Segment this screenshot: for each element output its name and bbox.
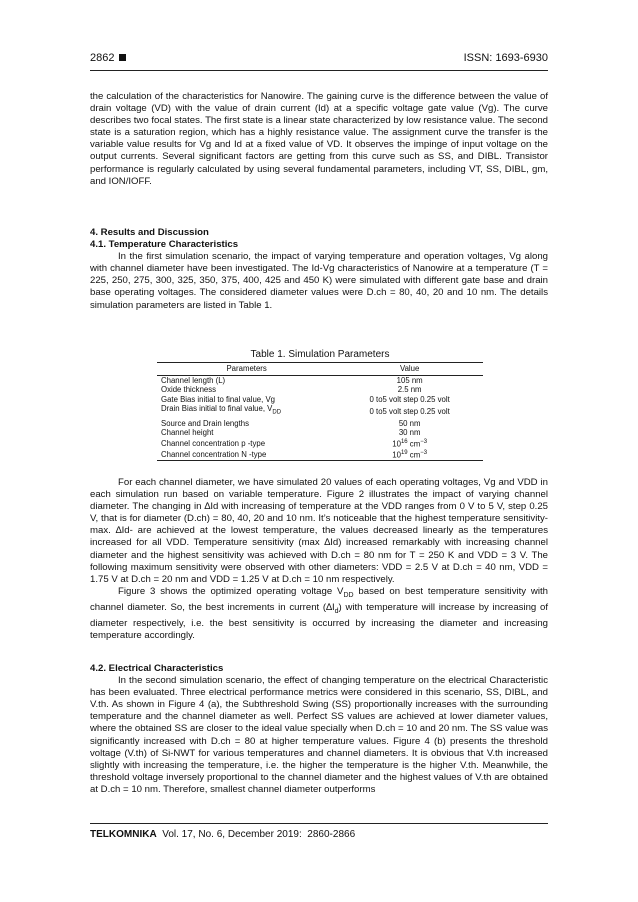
table-row — [157, 385, 483, 395]
intro-paragraph: the calculation of the characteristics for Nanowire. The gaining curve is the difference between the value of drain voltage (VD) with the value of drain current (Id) at a specific voltage gate value (Vg). The curve describes two focal states. The first state is a linear state characterized by low resistance value. The second state is a saturation region, which has a highly resistance value. The assignment curve the transfer is the variable value results for Vg and Id at a fixed value of VD. It observes the impinge of input voltage on the output currents. Several significant factors are getting from this curve such as SS, and DIBL. Transistor performance is regularly calculated by using several fundamental parameters, including VT, SS, DIBL, gm, and ION/IOFF. — [90, 91, 548, 187]
param-cell: Source and Drain lengths — [161, 418, 249, 428]
column-header-parameters: Parameters — [157, 363, 336, 376]
value-cell: 0 to5 volt step 0.25 volt — [369, 394, 450, 404]
page-header — [90, 52, 548, 71]
figure-3-paragraph: Figure 3 shows the optimized operating voltage $V_{DD}$ based on best temperature sensitivity with channel diameter. So, the best increments in current $(\Delta I_d)$ with temperature will increase by increasing of diameter respectively, i.e. the best sensitivity is occurred by increasing the diameter and increasing temperature accordingly. — [90, 585, 548, 641]
section-4-1-heading: 4.1. Temperature Characteristics — [90, 239, 239, 251]
section-4-2-heading: 4.2. Electrical Characteristics — [90, 663, 224, 674]
table-1 — [157, 349, 483, 461]
issn: ISSN: 1693-6930 — [463, 52, 548, 64]
param-cell: Oxide thickness — [161, 385, 217, 395]
sensitivity-paragraph: For each channel diameter, we have simulated 20 values of each operating voltages, Vg and VDD in each simulation run based on variable temperature. Figure 2 illustrates the impact of varying channel diameter. The changing in ∆Id with increasing of temperature at the VDD ranges from 0 V to 5 V, step 0.25 V, that is for diameter (D.ch) = 80, 40, 20 and 10 nm. It’s noticeable that the highest temperature sensitivity- max. ∆Id- are achieved at the lowest temperature, the values decreased linearly as the temperatures increased for all VDD. Temperature sensitivity (max ∆Id) increased remarkably with increasing channel diameter and the highest sensitivity was achieved with D.ch = 80 nm for T = 250 K and VDD = 3 V. The following maximum sensitivity were observed with other diameters: VDD = 2.5 V at D.ch = 40 nm, VDD = 1.75 V at D.ch = 20 nm and VDD = 1.25 V at D.ch = 10 nm respectively. — [90, 477, 548, 585]
value-cell: 2.5 nm — [397, 385, 422, 395]
page-number: 2862 — [90, 52, 126, 64]
param-cell: Gate Bias initial to final value, Vg — [161, 394, 275, 404]
journal-name: TELKOMNIKA — [90, 829, 157, 840]
results-block — [90, 477, 548, 642]
section-4-block — [90, 227, 548, 312]
value-cell: $10^{19}$ $cm^{-3}$ — [336, 449, 483, 461]
param-cell: Channel length (L) — [161, 375, 226, 385]
value-cell: $10^{16}$ $cm^{-3}$ — [392, 438, 428, 449]
citation: Vol. 17, No. 6, December 2019: 2860-2866 — [156, 829, 356, 840]
table-row — [157, 404, 483, 418]
param-cell: Channel concentration N -type — [157, 449, 336, 461]
table-row — [157, 449, 483, 461]
param-cell: Drain Bias initial to final value, $V_{DD}$ — [161, 404, 282, 416]
table-row — [157, 375, 483, 385]
table-header-row — [157, 363, 483, 376]
value-cell: 30 nm — [398, 428, 421, 438]
section-4-2-block — [90, 663, 548, 796]
table-row — [157, 395, 483, 405]
section-4-1-paragraph: In the first simulation scenario, the impact of varying temperature and operation voltages, Vg along with channel diameter have been investigated. The Id-Vg characteristics of Nanowire at a temperature (T = 225, 250, 275, 300, 325, 350, 375, 400, 425 and 450 K) were simulated with different gate base and drain base operating voltages. The considered diameter values were D.ch = 80, 40, 20 and 10 nm. The details simulation parameters are listed in Table 1. — [90, 251, 548, 311]
intro-block — [90, 91, 548, 188]
section-4-2-paragraph: In the second simulation scenario, the effect of changing temperature on the electrical Characteristic has been evaluated. Three electrical performance metrics were considered in this scenario, SS, DIBL, and V.th. As shown in Figure 4 (a), the Subthreshold Swing (SS) proportionally increases with the surrounding temperature and the channel diameter as well. Perfect SS values are achieved at lower diameter values, where the obtained SS are closer to the ideal value specially when D.ch = 10 and 20 nm. The SS value was significantly increased with D.ch = 80 at higher temperature values. Figure 4 (b) presents the threshold voltage (V.th) of Si-NWT for various temperatures and channel diameters. It is obvious that V.th increased slightly with increasing the temperature, i.e. the higher the temperature is the higher V.th. Meanwhile, the threshold voltage inversely proportional to the channel diameter and the highest values of V.th are obtained at D.ch = 10 nm. Therefore, smallest channel diameter outperforms — [90, 675, 548, 795]
value-cell: 105 nm — [396, 375, 423, 385]
param-cell: Channel height — [161, 428, 214, 438]
simulation-parameters-table — [157, 362, 483, 461]
column-header-value: Value — [336, 363, 483, 376]
page-footer — [90, 823, 548, 840]
table-row — [157, 428, 483, 438]
table-row — [157, 438, 483, 449]
section-4-heading: 4. Results and Discussion — [90, 227, 209, 238]
square-bullet-icon — [119, 54, 126, 61]
table-row — [157, 419, 483, 429]
param-cell: Channel concentration p -type — [161, 438, 266, 448]
value-cell: 0 to5 volt step 0.25 volt — [369, 406, 450, 416]
table-caption: Table 1. Simulation Parameters — [250, 349, 390, 360]
value-cell: 50 nm — [398, 418, 421, 428]
